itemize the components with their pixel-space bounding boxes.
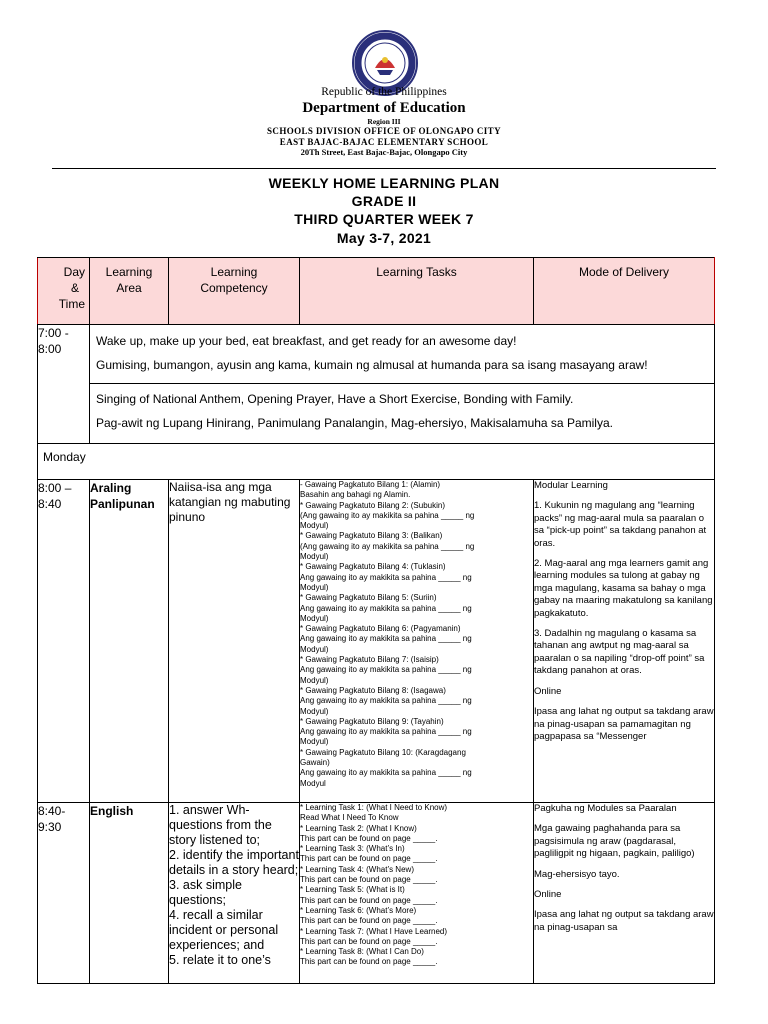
task-line: This part can be found on page _____. — [300, 895, 438, 905]
task-line: Modyul) — [300, 613, 329, 623]
mode-paragraph: Ipasa ang lahat ng output sa takdang araw na pinag-usapan sa pamamagitan ng pagpapasa sa “Messenger — [534, 706, 714, 742]
header-day-time: Day & Time — [38, 258, 90, 325]
english-area: English — [90, 803, 169, 984]
task-line: This part can be found on page _____. — [300, 875, 438, 885]
task-line: * Learning Task 3: (What’s In) — [300, 844, 405, 854]
task-line: Ang gawaing ito ay makikita sa pahina _____ ng — [300, 572, 472, 582]
mode-paragraph: Ipasa ang lahat ng output sa takdang araw na pinag-usapan sa — [534, 909, 714, 933]
competency-item: 2. identify the important details in a story heard; — [169, 848, 299, 877]
division-text: SCHOOLS DIVISION OFFICE OF OLONGAPO CITY — [267, 126, 501, 136]
ap-area: Araling Panlipunan — [90, 480, 169, 803]
quarter-title: THIRD QUARTER WEEK 7 — [294, 211, 474, 227]
grade-title: GRADE II — [351, 193, 417, 209]
header-divider — [52, 168, 716, 169]
learning-plan-table — [37, 257, 715, 984]
english-time: 8:40- 9:30 — [38, 803, 90, 984]
task-line: Modyul — [300, 778, 326, 788]
task-line: * Gawaing Pagkatuto Bilang 10: (Karagdagang — [300, 747, 466, 757]
competency-item: 4. recall a similar incident or personal experiences; and — [169, 908, 279, 952]
task-line: This part can be found on page _____. — [300, 833, 438, 843]
table-row-english — [38, 803, 715, 984]
competency-item: 5. relate it to one’s — [169, 953, 271, 967]
task-line: * Gawaing Pagkatuto Bilang 3: (Balikan) — [300, 531, 443, 541]
region-text: Region III — [367, 117, 401, 126]
competency-item: 1. answer Wh-questions from the story listened to; — [169, 803, 272, 847]
morning-line-1: Wake up, make up your bed, eat breakfast, and get ready for an awesome day! — [96, 334, 517, 348]
task-line: This part can be found on page _____. — [300, 916, 438, 926]
english-competency — [169, 803, 300, 984]
opening-line-2: Pag-awit ng Lupang Hinirang, Panimulang Panalangin, Mag-ehersiyo, Makisalamuha sa Pamilya. — [96, 416, 613, 430]
day-label: Monday — [38, 444, 715, 480]
header-mode-of-delivery: Mode of Delivery — [534, 258, 715, 325]
mode-paragraph: Online — [534, 889, 562, 901]
task-line: * Learning Task 4: (What’s New) — [300, 864, 414, 874]
task-line: * Gawaing Pagkatuto Bilang 6: (Pagyamanin) — [300, 624, 461, 634]
task-line: * Gawaing Pagkatuto Bilang 8: (Isagawa) — [300, 685, 446, 695]
table-row-opening — [38, 384, 715, 444]
task-line: * Learning Task 6: (What’s More) — [300, 905, 417, 915]
opening-activities — [90, 384, 715, 444]
morning-line-2: Gumising, bumangon, ayusin ang kama, kumain ng almusal at humanda para sa isang masayang araw! — [96, 358, 648, 372]
task-line: This part can be found on page _____. — [300, 854, 438, 864]
task-line: This part can be found on page _____. — [300, 957, 438, 967]
morning-time: 7:00 - 8:00 — [38, 325, 90, 444]
task-line: (Ang gawaing ito ay makikita sa pahina _____ ng — [300, 510, 475, 520]
task-line: Ang gawaing ito ay makikita sa pahina _____ ng — [300, 603, 472, 613]
ap-competency: Naiisa-isa ang mga katangian ng mabuting pinuno — [169, 480, 300, 803]
school-text: EAST BAJAC-BAJAC ELEMENTARY SCHOOL — [279, 137, 489, 147]
mode-paragraph: Mag-ehersisyo tayo. — [534, 868, 620, 880]
table-row-morning — [38, 325, 715, 384]
task-line: Modyul) — [300, 644, 329, 654]
task-line: Read What I Need To Know — [300, 813, 399, 823]
task-line: (Ang gawaing ito ay makikita sa pahina _____ ng — [300, 541, 475, 551]
english-tasks — [300, 803, 534, 984]
plan-title: WEEKLY HOME LEARNING PLAN — [268, 175, 500, 191]
ap-tasks — [300, 480, 534, 803]
task-line: Basahin ang bahagi ng Alamin. — [300, 490, 411, 500]
mode-paragraph: 3. Dadalhin ng magulang o kasama sa tahanan ang awtput ng mag-aaral sa paaralan o sa napiling “drop-off point” sa takdang panahon at oras. — [534, 628, 705, 677]
task-line: Ang gawaing ito ay makikita sa pahina _____ ng — [300, 768, 472, 778]
task-line: * Learning Task 5: (What is It) — [300, 885, 405, 895]
mode-paragraph: Modular Learning — [534, 480, 608, 491]
task-line: * Gawaing Pagkatuto Bilang 5: (Suriin) — [300, 593, 437, 603]
ap-mode — [534, 480, 715, 803]
competency-item: 3. ask simple questions; — [169, 878, 242, 907]
task-line: * Learning Task 2: (What I Know) — [300, 823, 417, 833]
task-line: Modyul) — [300, 737, 329, 747]
task-line: Modyul) — [300, 582, 329, 592]
task-line: Modyul) — [300, 521, 329, 531]
task-line: Ang gawaing ito ay makikita sa pahina _____ ng — [300, 665, 472, 675]
table-row-araling-panlipunan — [38, 480, 715, 803]
mode-paragraph: Mga gawaing paghahanda para sa pagsisimula ng araw (pagdarasal, pagliligpit ng higaan, pagkain, paliligo) — [534, 823, 695, 860]
task-line: * Gawaing Pagkatuto Bilang 9: (Tayahin) — [300, 716, 444, 726]
address-text: 20Th Street, East Bajac-Bajac, Olongapo City — [300, 147, 468, 157]
task-line: Modyul) — [300, 552, 329, 562]
department-text: Department of Education — [302, 100, 466, 116]
task-line: Ang gawaing ito ay makikita sa pahina _____ ng — [300, 727, 472, 737]
task-line: This part can be found on page _____. — [300, 936, 438, 946]
header-learning-competency: Learning Competency — [169, 258, 300, 325]
task-line: * Learning Task 1: (What I Need to Know) — [300, 803, 448, 812]
task-line: * Learning Task 8: (What I Can Do) — [300, 947, 424, 957]
task-line: Modyul) — [300, 675, 329, 685]
task-line: * Gawaing Pagkatuto Bilang 2: (Subukin) — [300, 500, 445, 510]
mode-paragraph: 2. Mag-aaral ang mga learners gamit ang learning modules sa tulong at gabay ng mga magulang, kasama sa bahay o mga gabay na maaring makatulong sa kanilang pagkakatuto. — [534, 558, 713, 619]
task-line: Ang gawaing ito ay makikita sa pahina _____ ng — [300, 634, 472, 644]
mode-paragraph: Online — [534, 685, 562, 697]
task-line: * Learning Task 7: (What I Have Learned) — [300, 926, 448, 936]
header-learning-tasks: Learning Tasks — [300, 258, 534, 325]
task-line: Ang gawaing ito ay makikita sa pahina _____ ng — [300, 696, 472, 706]
task-line: * Gawaing Pagkatuto Bilang 4: (Tuklasin) — [300, 562, 446, 572]
republic-text: Republic of the Philippines — [321, 86, 447, 98]
table-row-day — [38, 444, 715, 480]
task-line: Modyul) — [300, 706, 329, 716]
mode-paragraph: Pagkuha ng Modules sa Paaralan — [534, 803, 677, 814]
english-mode — [534, 803, 715, 984]
opening-line-1: Singing of National Anthem, Opening Prayer, Have a Short Exercise, Bonding with Family. — [96, 392, 574, 406]
mode-paragraph: 1. Kukunin ng magulang ang “learning packs” ng mag-aaral mula sa paaralan o sa “pick-up point” sa takdang panahon at oras. — [534, 500, 707, 549]
morning-routine — [90, 325, 715, 384]
header-learning-area: Learning Area — [90, 258, 169, 325]
date-title: May 3-7, 2021 — [336, 230, 432, 246]
task-line: Gawain) — [300, 758, 330, 768]
task-line: * Gawaing Pagkatuto Bilang 7: (Isaisip) — [300, 655, 439, 665]
task-line: - Gawaing Pagkatuto Bilang 1: (Alamin) — [300, 480, 441, 489]
ap-time: 8:00 – 8:40 — [38, 480, 90, 803]
table-header-row — [38, 258, 715, 325]
